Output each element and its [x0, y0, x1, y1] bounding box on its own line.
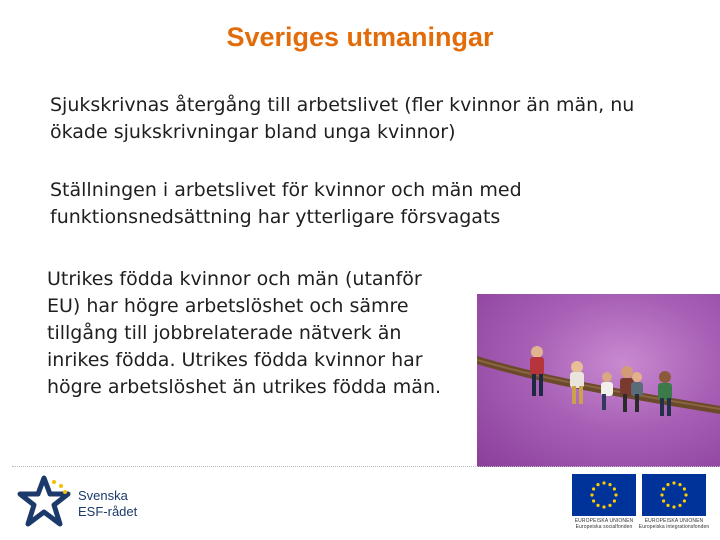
paragraph-disability: Ställningen i arbetslivet för kvinnor och män med funktionsnedsättning har ytterligare försvagats	[50, 179, 522, 228]
eu-caption-2-line2: Europeiska integrationsfonden	[638, 524, 710, 530]
eu-logo-caption-1	[568, 518, 640, 530]
slide-title: Sveriges utmaningar	[226, 22, 494, 52]
esf-star-icon	[14, 474, 76, 532]
figurines-photo	[477, 294, 720, 467]
eu-caption-1-line1: EUROPEISKA UNIONEN	[574, 518, 634, 524]
eu-flag-icon	[642, 474, 706, 516]
esf-logo-line2: ESF-rådet	[78, 504, 138, 519]
paragraph-sick-leave: Sjukskrivnas återgång till arbetslivet (fler kvinnor än män, nu ökade sjukskrivningar bland unga kvinnor)	[50, 94, 635, 143]
footer-divider	[12, 466, 720, 467]
esf-logo-text	[78, 488, 137, 520]
esf-logo-line1: Svenska	[78, 488, 128, 503]
eu-caption-1-line2: Europeiska socialfonden	[575, 524, 633, 530]
paragraph-foreign-born: Utrikes födda kvinnor och män (utanför EU) har högre arbetslöshet och sämre tillgång till jobbrelaterade nätverk än inrikes födda. Utrikes födda kvinnor har högre arbetslöshet än utrikes födda män.	[47, 268, 442, 398]
eu-flag-icon	[572, 474, 636, 516]
eu-logo-caption-2	[638, 518, 710, 530]
eu-caption-2-line1: EUROPEISKA UNIONEN	[644, 518, 704, 524]
